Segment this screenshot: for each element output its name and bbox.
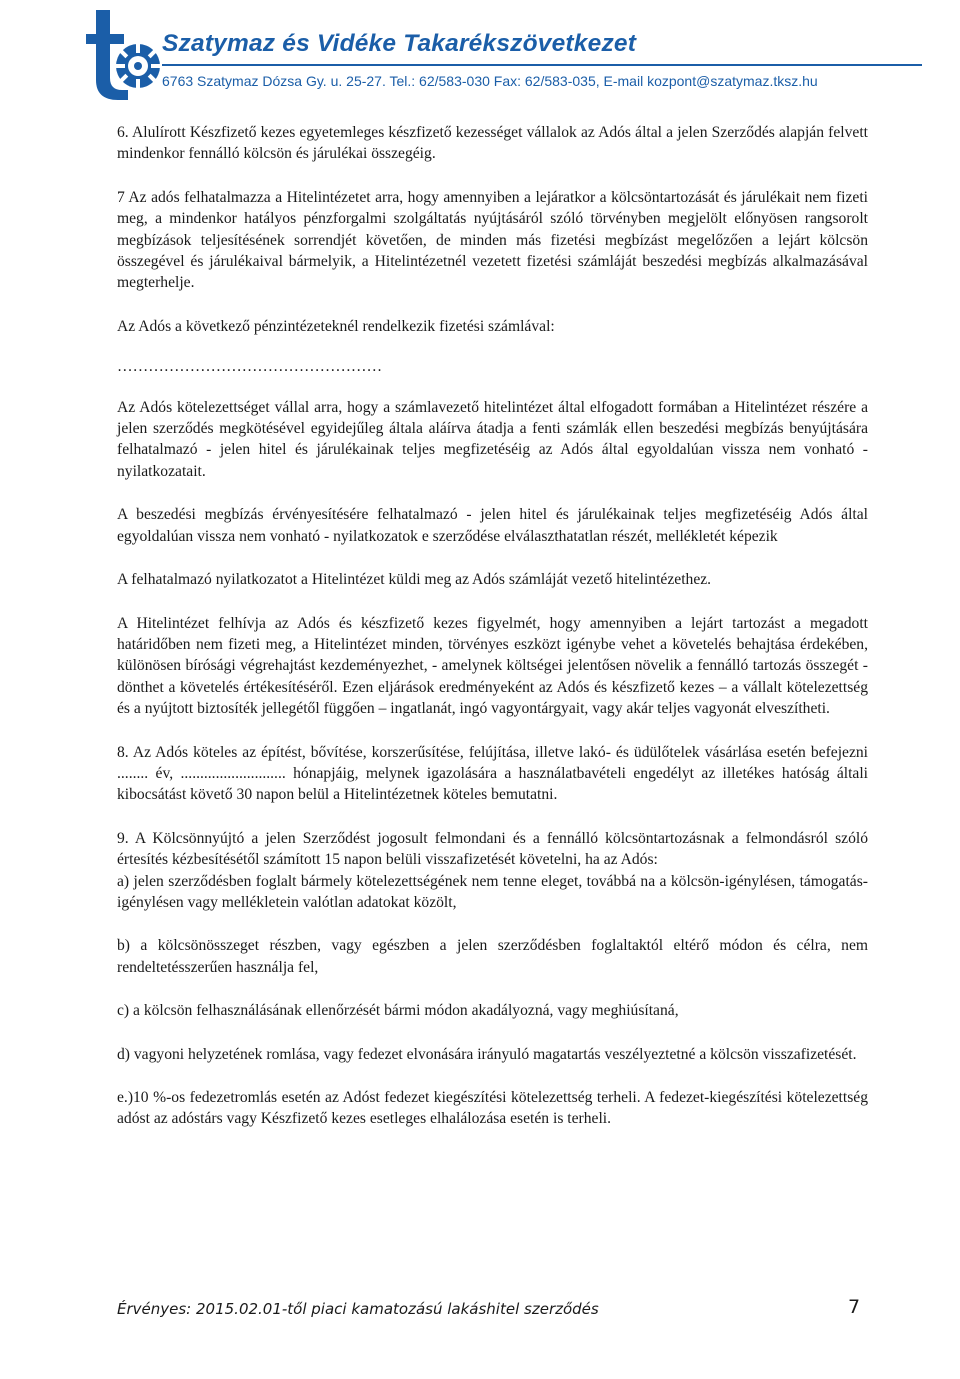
page-number: 7 xyxy=(848,1296,861,1318)
clause-d: d) vagyoni helyzetének romlása, vagy fedezet elvonására irányuló magatartás veszélyeztetné a kölcsön visszafizetését. xyxy=(117,1045,857,1063)
paragraph-8: 8. Az Adós köteles az építést, bővítése, korszerűsítése, felújítása, illetve lakó- és üdülőtelek vásárlása esetén befejezni ........ év, ........................... hónapjáig, melynek igazolására a használatbavételi engedélyt az illetékes hatóság általi kibocsátást követő 30 napon belül a Hitelintézetnek köteles bemutatni. xyxy=(117,743,868,804)
clause-e: e.)10 %-os fedezetromlás esetén az Adóst fedezet kiegészítési kötelezettség terheli. A fedezet-kiegészítési kötelezettség adóst az adóstárs vagy Készfizető kezes esetleges elhalálozása esetén is terheli. xyxy=(117,1089,868,1128)
paragraph-obligation: Az Adós kötelezettséget vállal arra, hogy a számlavezető hitelintézet által elfogadott formában a Hitelintézet részére a jelen szerződés megkötésével egyidejűleg általa aláírva átadja a fenti számlák ellen beszedési megbízás benyújtására felhatalmazó - jelen hitel és járulékainak teljes megfizetéséig az Adós által egyoldalúan vissza nem vonható - nyilatkozatait. xyxy=(117,398,868,480)
clause-b: b) a kölcsönösszeget részben, vagy egészben a jelen szerződésben foglaltaktól eltérő módon és célra, nem rendeltetésszerűen használja fel, xyxy=(117,937,868,976)
paragraph-7: 7 Az adós felhatalmazza a Hitelintézetet arra, hogy amennyiben a lejáratkor a kölcsöntartozását és járulékait nem fizeti meg, a mindenkor hatályos pénzforgalmi szolgáltatás nyújtásáról szóló törvényben megjelölt előnyösen rangsorolt megbízások teljesítésének sorrendjét követően, de minden más fizetési megbízást megelőzően a lejárt kölcsön összegével és járulékaival bármelyik, a Hitelintézetnél vezetett fizetési számláját beszedési megbízás alkalmazásával megterhelje. xyxy=(117,188,868,292)
paragraph-9: 9. A Kölcsönnyújtó a jelen Szerződést jogosult felmondani és a fennálló kölcsöntartozásnak a felmondásról szóló értesítés kézbesítésétől számított 15 napon belüli visszafizetését követelni, ha az Adós: xyxy=(117,829,868,869)
organization-name: Szatymaz és Vidéke Takarékszövetkezet xyxy=(162,30,637,57)
footer-validity: Érvényes: 2015.02.01-től piaci kamatozású lakáshitel szerződés xyxy=(117,1300,599,1318)
organization-contact: 6763 Szatymaz Dózsa Gy. u. 25-27. Tel.: 62/583-030 Fax: 62/583-035, E-mail kozpont@szatymaz.tksz.hu xyxy=(162,73,818,89)
bank-logo-icon xyxy=(66,4,164,104)
paragraph-6: 6. Alulírott Készfizető kezes egyetemleges készfizető kezességet vállalok az Adós által a jelen Szerződés alapján felvett mindenkor fennálló kölcsön és járulékai összegéig. xyxy=(117,124,868,163)
header-divider xyxy=(162,64,922,66)
clause-a: a) jelen szerződésben foglalt bármely kötelezettségének nem tenne eleget, továbbá na a kölcsön-igénylésen, támogatás-igénylésen vagy mellékletein valótlan adatokat közölt, xyxy=(117,872,868,911)
letterhead xyxy=(0,0,960,110)
document-body xyxy=(117,122,868,1130)
paragraph-warning: A Hitelintézet felhívja az Adós és készfizető kezes figyelmét, hogy amennyiben a lejárt tartozást a megadott határidőben nem fizeti meg, a Hitelintézet minden, törvényes eszközt igénybe vehet a követelés behajtása érdekében, különösen bírósági végrehajtást kezdeményezhet, - amelynek költségei jelentősen növelik a fennálló tartozás összegét - dönthet a követelés értékesítéséről. Ezen eljárások eredményeként az Adós és készfizető kezes – a vállalt kötelezettség és a nyújtott biztosíték jellegétől függően – ingatlanát, ingó vagyontárgyait, vagy akár teljes vagyonát elveszítheti. xyxy=(117,614,868,718)
paragraph-authorization: A beszedési megbízás érvényesítésére felhatalmazó - jelen hitel és járulékainak teljes megfizetéséig Adós által egyoldalúan vissza nem vonható - nyilatkozatok e szerződése elválaszthatatlan részét, mellékletét képezik xyxy=(117,506,868,545)
account-blank-line: …………………………………………… xyxy=(117,358,383,376)
paragraph-declaration: A felhatalmazó nyilatkozatot a Hitelintézet küldi meg az Adós számláját vezető hitelintézethez. xyxy=(117,571,712,589)
clause-c: c) a kölcsön felhasználásának ellenőrzését bármi módon akadályozná, vagy meghiúsítaná, xyxy=(117,1002,679,1020)
account-statement-line: Az Adós a következő pénzintézeteknél rendelkezik fizetési számlával: xyxy=(117,317,555,335)
